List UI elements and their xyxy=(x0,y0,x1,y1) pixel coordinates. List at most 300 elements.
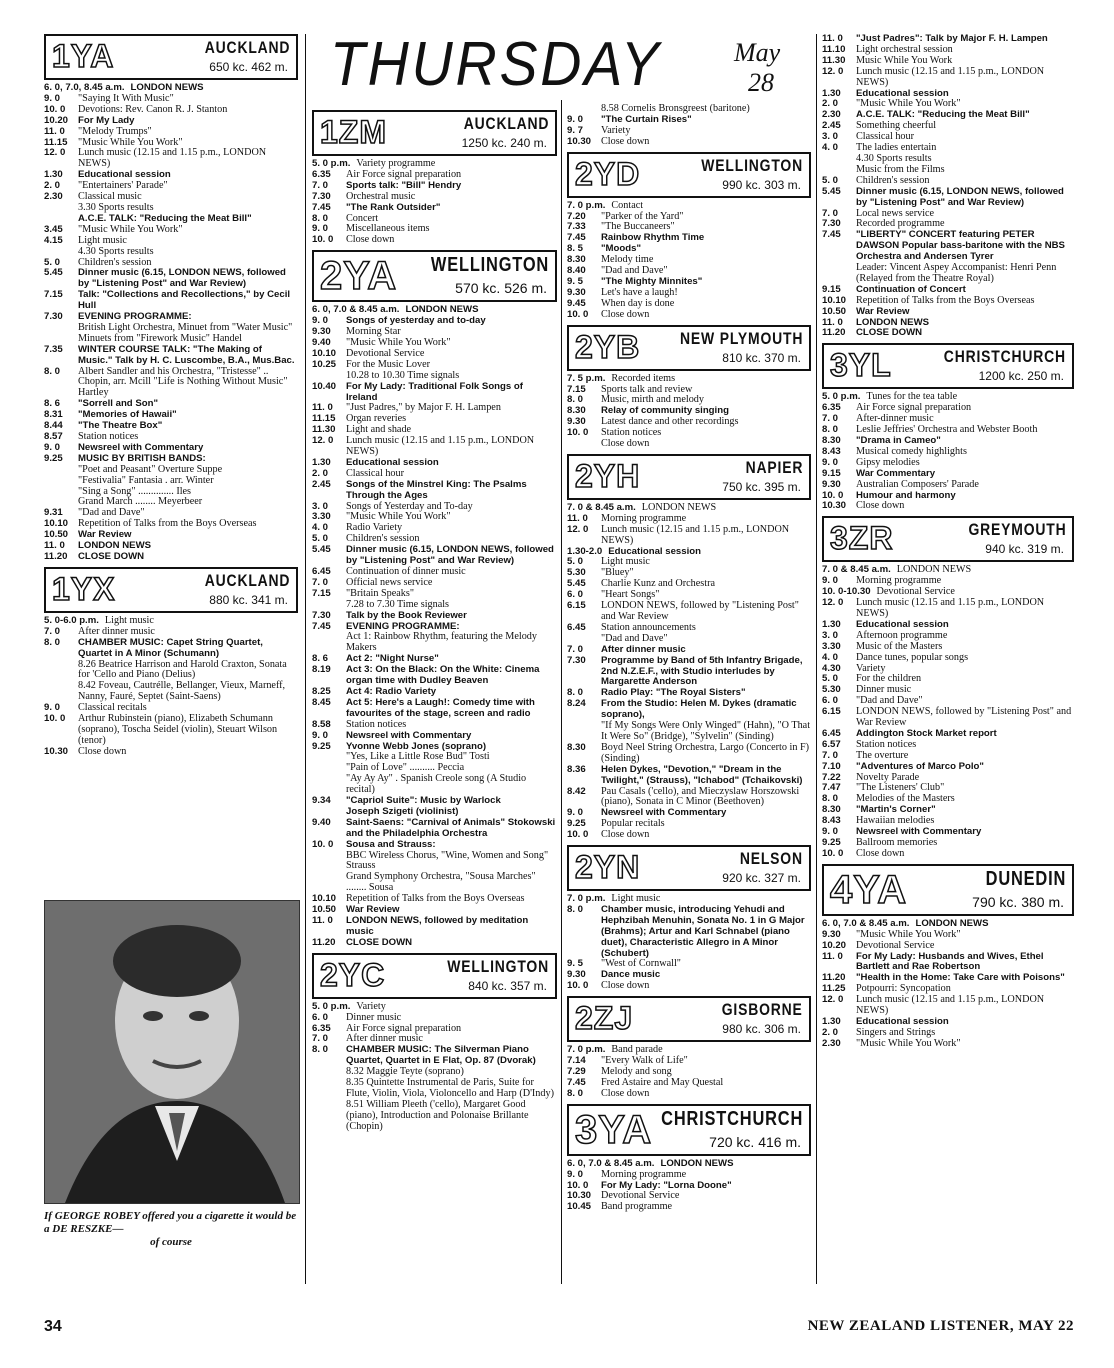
programme-title: "The Mighty Minnites" xyxy=(601,275,703,287)
programme-time xyxy=(312,1100,346,1133)
programme-time: 2. 0 xyxy=(312,467,329,479)
programme-item xyxy=(822,263,1074,285)
programme-title: Lunch music (12.15 and 1.15 p.m., LONDON NEWS) xyxy=(856,597,1045,619)
station-call-sign: 4YA xyxy=(830,867,908,912)
programme-title: Air Force signal preparation xyxy=(346,1022,462,1034)
programme-time: 7.30 xyxy=(567,654,586,666)
programme-time: 11.20 xyxy=(312,936,336,948)
programme-title: Station notices xyxy=(856,738,917,750)
programme-time: 8. 0 xyxy=(567,394,584,406)
station-call-sign: 3YL xyxy=(830,347,892,384)
programme-item xyxy=(44,747,298,758)
programme-time: 10.10 xyxy=(312,893,337,905)
programme-title: Dinner music (6.15, LONDON NEWS, followed by "Listening Post" and War Review) xyxy=(78,267,286,290)
programme-time: 9.30 xyxy=(312,326,331,338)
station-call-sign: 1YX xyxy=(52,570,116,607)
programme-item xyxy=(312,611,557,622)
programme-time: 8. 0 xyxy=(567,1087,584,1099)
station-frequency: 990 kc. 303 m. xyxy=(722,177,801,192)
programme-time xyxy=(312,872,346,894)
programme-title: "Pain of Love" .......... Peccia xyxy=(346,762,465,774)
programme-time: 6.35 xyxy=(822,402,841,414)
programme-time: 10.10 xyxy=(44,518,69,530)
programme-time: 8.43 xyxy=(822,815,841,827)
programme-title: "Ay Ay Ay" . Spanish Creole song (A Studio recital) xyxy=(346,773,527,796)
programme-time: 8. 0 xyxy=(44,636,61,648)
programme-title: "The Buccaneers" xyxy=(601,221,675,233)
programme-title: "Music While You Work" xyxy=(856,928,961,940)
programme-title: LONDON NEWS, followed by "Listening Post" and War Review xyxy=(601,600,799,622)
programme-title: Station notices xyxy=(601,427,662,439)
programme-time: 8.44 xyxy=(44,420,63,432)
programme-time: 9. 0 xyxy=(567,113,584,125)
programme-title: Air Force signal preparation xyxy=(346,168,462,180)
station-header-2yn xyxy=(567,845,811,891)
programme-title: "Music While You Work" xyxy=(78,223,183,235)
programme-title: Devotional Service xyxy=(346,347,425,359)
programme-item xyxy=(567,137,811,148)
programme-time: 9. 0 xyxy=(822,456,839,468)
programme-time: 10.20 xyxy=(44,114,69,126)
programme-title: Melody and song xyxy=(601,1066,672,1077)
programme-title: Organ reveries xyxy=(346,413,407,425)
programme-title: Melody time xyxy=(601,254,654,266)
programme-time: 11. 0 xyxy=(312,402,333,414)
programme-time: 5. 0 p.m. xyxy=(822,391,861,403)
programme-title: Hawaiian melodies xyxy=(856,815,935,827)
programme-time: 12. 0 xyxy=(822,994,844,1006)
programme-item xyxy=(567,981,811,992)
programme-title: Devotions: Rev. Canon R. J. Stanton xyxy=(78,103,228,115)
programme-title: Albert Sandler and his Orchestra, "Tristesse" .. Chopin, arr. Mcill "Life is Nothing Without Music" Hartley xyxy=(78,365,288,399)
programme-title: Children's session xyxy=(78,256,152,268)
programme-title: A.C.E. TALK: "Reducing the Meat Bill" xyxy=(78,212,252,224)
programme-title: "Festivalia" Fantasia . arr. Winter xyxy=(78,474,214,486)
programme-time: 6.35 xyxy=(312,1022,331,1034)
programme-title: Close down xyxy=(346,234,395,246)
programme-item xyxy=(44,660,298,682)
programme-time: 11.30 xyxy=(822,54,846,66)
programme-title: Variety xyxy=(601,124,631,136)
programme-time: 2. 0 xyxy=(44,180,61,192)
programme-title: Australian Composers' Parade xyxy=(856,478,979,490)
programme-title: Radio Variety xyxy=(346,522,403,534)
programme-title: Classical recitals xyxy=(78,702,147,714)
programme-time: 7. 0 xyxy=(822,749,839,761)
station-frequency: 790 kc. 380 m. xyxy=(972,893,1064,910)
station-header-2ya xyxy=(312,250,557,302)
programme-title: Close down xyxy=(601,438,650,450)
programme-time: 4. 0 xyxy=(822,142,839,154)
programme-item xyxy=(312,698,557,720)
programme-time: 5. 0 xyxy=(822,174,839,186)
station-header-2zj xyxy=(567,996,811,1042)
caption-line-1: If GEORGE ROBEY offered you a cigarette it would be a DE RESZKE— xyxy=(44,1210,297,1235)
programme-title: Musical comedy highlights xyxy=(856,445,967,457)
programme-time: 8.25 xyxy=(312,685,331,697)
programme-time: 7.45 xyxy=(312,201,331,213)
programme-title: CHAMBER MUSIC: Capet String Quartet, Quartet in A Minor (Schumann) xyxy=(78,636,263,659)
publication-footer: NEW ZEALAND LISTENER, MAY 22 xyxy=(807,1318,1074,1334)
programme-item xyxy=(822,187,1074,209)
programme-title: LONDON NEWS xyxy=(856,316,930,328)
programme-item xyxy=(822,230,1074,263)
programme-title: "Capriol Suite": Music by Warlock xyxy=(346,795,501,807)
programme-title: Newsreel with Commentary xyxy=(856,826,982,838)
programme-time: 6. 0 xyxy=(567,589,584,601)
programme-title: Classical hour xyxy=(346,467,405,479)
programme-time: 3. 0 xyxy=(822,131,839,143)
programme-time: 6. 0 xyxy=(822,695,839,707)
programme-item xyxy=(822,707,1074,729)
programme-title: "Poet and Peasant" Overture Suppe xyxy=(78,463,223,475)
programme-item xyxy=(44,681,298,703)
programme-title: Arthur Rubinstein (piano), Elizabeth Schumann (soprano), Toscha Seidel (violin), Steuart Wilson (tenor) xyxy=(78,713,278,746)
programme-title: Radio Play: "The Royal Sisters" xyxy=(601,687,746,699)
programme-time: 11. 0 xyxy=(44,125,65,137)
programme-title: Light and shade xyxy=(346,424,412,436)
programme-time: 7.10 xyxy=(822,760,841,772)
programme-title: LONDON NEWS xyxy=(78,540,152,552)
programme-title: Latest dance and other recordings xyxy=(601,416,739,428)
programme-time: 7. 0 p.m. xyxy=(567,199,606,211)
programme-item xyxy=(567,1202,811,1213)
programme-time: 2.30 xyxy=(822,109,841,121)
programme-title: Contact xyxy=(611,199,644,211)
programme-title: Music, mirth and melody xyxy=(601,394,704,406)
programme-item xyxy=(312,938,557,949)
programme-title: "LIBERTY" CONCERT featuring PETER DAWSON Popular bass-baritone with the NBS Orchestra and Andersen Tyrer xyxy=(856,229,1065,263)
programme-time xyxy=(312,752,346,763)
programme-time: 11.10 xyxy=(822,43,846,55)
station-call-sign: 1YA xyxy=(52,38,115,74)
programme-time: 9.15 xyxy=(822,283,841,295)
programme-time: 1.30 xyxy=(44,169,63,181)
station-call-sign: 1ZM xyxy=(320,114,387,150)
station-header-1zm xyxy=(312,110,557,156)
programme-time xyxy=(44,203,78,214)
station-city: AUCKLAND xyxy=(463,114,549,133)
programme-item xyxy=(567,1159,811,1170)
programme-item xyxy=(822,642,1074,653)
programme-time: 7.30 xyxy=(312,190,331,202)
programme-time xyxy=(312,774,346,796)
programme-item xyxy=(567,439,811,450)
programme-time: 5. 0 xyxy=(44,256,61,268)
programme-time: 8. 0 xyxy=(567,687,584,699)
programme-item xyxy=(312,235,557,246)
programme-time: 11.25 xyxy=(822,983,846,995)
programme-title: Dinner music xyxy=(856,684,912,696)
programme-item xyxy=(312,382,557,404)
programme-title: "West of Cornwall" xyxy=(601,958,681,970)
programme-time: 10. 0 xyxy=(567,308,589,320)
programme-time: 7. 0 & 8.45 a.m. xyxy=(822,564,891,576)
programme-title: "Entertainers' Parade" xyxy=(78,180,168,192)
programme-title: 8.58 Cornelis Bronsgreest (baritone) xyxy=(601,104,750,114)
programme-title: Newsreel with Commentary xyxy=(346,729,472,741)
programme-item xyxy=(567,787,811,809)
programme-time: 7. 5 p.m. xyxy=(567,372,606,384)
programme-time: 4.15 xyxy=(44,234,63,246)
programme-item xyxy=(44,323,298,345)
programme-item xyxy=(44,476,298,487)
programme-title: Close down xyxy=(601,135,650,147)
station-city: WELLINGTON xyxy=(430,254,549,277)
programme-time: 3.30 xyxy=(312,511,331,523)
column-3 xyxy=(567,104,811,1280)
programme-title: "Melody Trumps" xyxy=(78,125,152,137)
station-city: AUCKLAND xyxy=(204,570,290,590)
programme-title: CLOSE DOWN xyxy=(856,327,923,339)
station-city: NEW PLYMOUTH xyxy=(679,328,803,348)
programme-title: Rainbow Rhythm Time xyxy=(601,232,705,244)
programme-time: 6. 0, 7.0, 8.45 a.m. xyxy=(44,82,125,93)
programme-item xyxy=(312,1002,557,1013)
programme-time: 2.30 xyxy=(44,191,63,203)
programme-title: Continuation of dinner music xyxy=(346,566,466,577)
station-header-1ya xyxy=(44,34,298,80)
programme-time: 8. 6 xyxy=(44,398,61,410)
page-number: 34 xyxy=(44,1318,62,1335)
programme-time: 8.24 xyxy=(567,698,586,710)
programme-item xyxy=(567,656,811,689)
programme-time: 10.30 xyxy=(567,1190,592,1202)
programme-time: 12. 0 xyxy=(822,597,844,609)
programme-time: 10. 0 xyxy=(822,489,844,501)
programme-title: Dinner music xyxy=(346,1011,402,1023)
programme-title: "Bluey" xyxy=(601,567,634,579)
programme-title: "Memories of Hawaii" xyxy=(78,409,177,421)
programme-time: 9. 0 xyxy=(567,807,584,819)
programme-time: 8.30 xyxy=(822,435,841,446)
programme-time: 6.45 xyxy=(312,566,331,577)
programme-time: 9.25 xyxy=(44,452,63,464)
programme-item xyxy=(567,721,811,743)
programme-title: Variety xyxy=(856,662,886,674)
programme-time: 11.20 xyxy=(822,972,846,984)
programme-title: "The Curtain Rises" xyxy=(601,113,692,125)
station-header-2yd xyxy=(567,152,811,198)
programme-time: 9.45 xyxy=(567,297,586,309)
programme-time: 7.45 xyxy=(822,229,841,241)
programme-time: 6.45 xyxy=(822,727,841,739)
programme-title: Recorded items xyxy=(611,372,676,384)
programme-time: 9. 7 xyxy=(567,124,584,136)
station-frequency: 810 kc. 370 m. xyxy=(722,350,801,365)
programme-title: Relay of community singing xyxy=(601,405,729,417)
programme-time: 11.15 xyxy=(44,136,68,148)
programme-time: 8.40 xyxy=(567,265,586,277)
programme-title: When day is done xyxy=(601,297,675,309)
programme-title: Lunch music (12.15 and 1.15 p.m., LONDON NEWS) xyxy=(856,65,1045,88)
programme-time: 8.42 xyxy=(567,785,586,797)
programme-time: 7.15 xyxy=(312,587,331,599)
programme-time: 1.30 xyxy=(822,87,841,99)
station-city: NELSON xyxy=(739,849,803,869)
station-header-2yc xyxy=(312,953,557,999)
programme-title: 8.26 Beatrice Harrison and Harold Craxton, Sonata for 'Cello and Piano (Delius) xyxy=(78,658,287,681)
programme-title: Classical music xyxy=(78,191,142,203)
programme-title: Pau Casals ('cello), and Mieczyslaw Horszowski (piano), Sonata in C Minor (Beethoven) xyxy=(601,785,800,808)
programme-item xyxy=(567,310,811,321)
programme-title: "Music While You Work" xyxy=(78,136,183,148)
programme-time: 9.25 xyxy=(567,818,586,830)
programme-time: 7. 0 xyxy=(44,625,61,637)
programme-title: Educational session xyxy=(608,545,701,557)
programme-time: 7.47 xyxy=(822,782,841,794)
programme-title: For My Lady: "Lorna Doone" xyxy=(601,1179,732,1191)
programme-title: Dance music xyxy=(601,969,661,981)
programme-time: 8.45 xyxy=(312,696,331,708)
programme-time xyxy=(312,371,346,382)
programme-title: LONDON NEWS xyxy=(130,82,204,93)
programme-time: 7. 0 p.m. xyxy=(567,1044,606,1056)
programme-title: 8.42 Foveau, Cautrélle, Bellanger, Vieux, Marneff, Nanny, Fauré, Septet (Saint-Saens) xyxy=(78,680,286,703)
programme-time: 5.45 xyxy=(567,578,586,590)
programme-title: Something cheerful xyxy=(856,120,937,132)
programme-title: Act 1: Rainbow Rhythm, featuring the Melody Makers xyxy=(346,631,537,654)
programme-title: "Martin's Corner" xyxy=(856,804,936,816)
station-call-sign: 2YA xyxy=(320,254,398,299)
programme-title: Variety xyxy=(356,1000,386,1012)
programme-time xyxy=(44,681,78,703)
programme-title: Educational session xyxy=(856,87,949,99)
programme-title: "Dad and Dave" xyxy=(78,507,145,519)
programme-time: 6.45 xyxy=(567,621,586,633)
programme-title: Classical hour xyxy=(856,131,915,143)
programme-time: 9.31 xyxy=(44,507,63,519)
programme-time: 8.30 xyxy=(567,405,586,417)
programme-item xyxy=(822,67,1074,89)
programme-title: Morning Star xyxy=(346,326,401,338)
programme-item xyxy=(44,148,298,170)
programme-time xyxy=(312,632,346,654)
programme-title: Boyd Neel String Orchestra, Largo (Concerto in F) (Sinding) xyxy=(601,741,810,764)
station-city: CHRISTCHURCH xyxy=(943,347,1066,367)
programme-title: BBC Wireless Chorus, "Wine, Women and Song" Strauss xyxy=(346,849,549,872)
programme-title: Leslie Jeffries' Orchestra and Webster Booth xyxy=(856,424,1038,436)
programme-title: Gipsy melodies xyxy=(856,456,920,468)
programme-title: Talk: "Collections and Recollections," by Cecil Hull xyxy=(78,289,291,312)
programme-time: 7. 0 xyxy=(822,413,839,425)
programme-time: 5. 0 p.m. xyxy=(312,1000,351,1012)
programme-time: 9.15 xyxy=(822,467,841,479)
programme-title: "The Listeners' Club" xyxy=(856,782,945,794)
programme-title: Devotional Service xyxy=(601,1190,680,1202)
programme-time: 5.30 xyxy=(822,684,841,696)
programme-title: Close down xyxy=(601,829,650,841)
programme-time: 11. 0 xyxy=(822,950,843,962)
programme-item xyxy=(312,851,557,873)
programme-time: 6.57 xyxy=(822,738,841,750)
programme-time: 10. 0 xyxy=(822,847,844,859)
programme-time: 10. 0 xyxy=(567,980,589,992)
programme-title: Singers and Strings xyxy=(856,1026,936,1038)
programme-time: 9.25 xyxy=(822,837,841,848)
programme-time: 8. 0 xyxy=(44,365,61,377)
programme-item xyxy=(567,201,811,212)
station-frequency: 920 kc. 327 m. xyxy=(722,871,801,886)
programme-time: 7.45 xyxy=(567,1076,586,1088)
programme-title: "Saying It With Music" xyxy=(78,92,174,104)
programme-title: War Review xyxy=(78,529,132,541)
programme-title: Newsreel with Commentary xyxy=(78,441,204,453)
programme-item xyxy=(312,371,557,382)
programme-title: Grand Symphony Orchestra, "Sousa Marches" ........ Sousa xyxy=(346,871,536,894)
programme-time: 9. 0 xyxy=(822,826,839,838)
programme-time xyxy=(44,476,78,487)
programme-title: For My Lady: Traditional Folk Songs of Ireland xyxy=(346,380,523,403)
programme-time: 4. 0 xyxy=(822,651,839,663)
programme-title: Continuation of Concert xyxy=(856,283,966,295)
programme-title: Close down xyxy=(78,745,127,757)
programme-title: Chamber music, introducing Yehudi and Hephzibah Menuhin, Sonata No. 1 in G Major (Brahms); Artur and Karl Schnabel (piano duet), Characteristic Allegro in A Minor (Schubert) xyxy=(601,903,805,959)
programme-time: 9.30 xyxy=(567,969,586,981)
programme-title: Popular recitals xyxy=(601,818,665,830)
programme-time: 9. 0 xyxy=(312,315,329,327)
programme-title: Lunch music (12.15 and 1.15 p.m., LONDON NEWS) xyxy=(346,435,535,458)
station-call-sign: 3ZR xyxy=(830,520,894,557)
programme-time: 7.30 xyxy=(822,218,841,230)
programme-time: 8.19 xyxy=(312,664,331,676)
programme-time: 8. 0 xyxy=(312,1044,329,1056)
programme-time: 1.30 xyxy=(822,618,841,630)
station-city: CHRISTCHURCH xyxy=(661,1107,803,1130)
programme-title: Variety programme xyxy=(356,158,436,169)
programme-time: 6. 0, 7.0 & 8.45 a.m. xyxy=(567,1157,655,1169)
programme-item xyxy=(567,601,811,623)
programme-title: Morning programme xyxy=(856,575,942,587)
programme-title: Grand March ........ Meyerbeer xyxy=(78,496,203,508)
programme-title: "Sing a Song" .............. Iles xyxy=(78,485,192,497)
programme-time: 11. 0 xyxy=(312,915,333,926)
programme-title: Light orchestral session xyxy=(856,43,953,55)
programme-title: Close down xyxy=(856,500,905,512)
programme-time: 8.58 xyxy=(312,718,331,730)
programme-time: 10. 0 xyxy=(312,234,334,246)
programme-time: 11. 0 xyxy=(822,34,843,44)
programme-time: 7.45 xyxy=(312,620,331,632)
station-header-2yh xyxy=(567,454,811,500)
programme-title: Band parade xyxy=(611,1044,663,1056)
station-frequency: 880 kc. 341 m. xyxy=(209,592,288,607)
programme-time xyxy=(312,600,346,611)
station-frequency: 980 kc. 306 m. xyxy=(722,1022,801,1037)
programme-title: "The Rank Outsider" xyxy=(346,201,441,213)
programme-item xyxy=(567,765,811,787)
programme-item xyxy=(312,1078,557,1100)
programme-title: "Just Padres," by Major F. H. Lampen xyxy=(346,402,501,414)
programme-title: Station notices xyxy=(78,431,139,442)
programme-item xyxy=(822,849,1074,860)
programme-item xyxy=(312,818,557,840)
programme-title: Humour and harmony xyxy=(856,489,956,501)
programme-time: 10.30 xyxy=(567,135,592,147)
programme-item xyxy=(822,328,1074,339)
programme-time: 8. 0 xyxy=(312,212,329,224)
programme-time: 7.35 xyxy=(44,343,63,355)
programme-time: 5. 0-6.0 p.m. xyxy=(44,614,99,626)
programme-title: Ballroom memories xyxy=(856,837,938,848)
programme-time: 7.20 xyxy=(567,210,586,222)
programme-title: Morning programme xyxy=(601,512,687,524)
programme-time: 5. 0 xyxy=(312,533,329,545)
programme-title: 10.28 to 10.30 Time signals xyxy=(346,369,460,381)
programme-title: Close down xyxy=(601,980,650,992)
programme-time xyxy=(312,1078,346,1100)
programme-item xyxy=(822,598,1074,620)
